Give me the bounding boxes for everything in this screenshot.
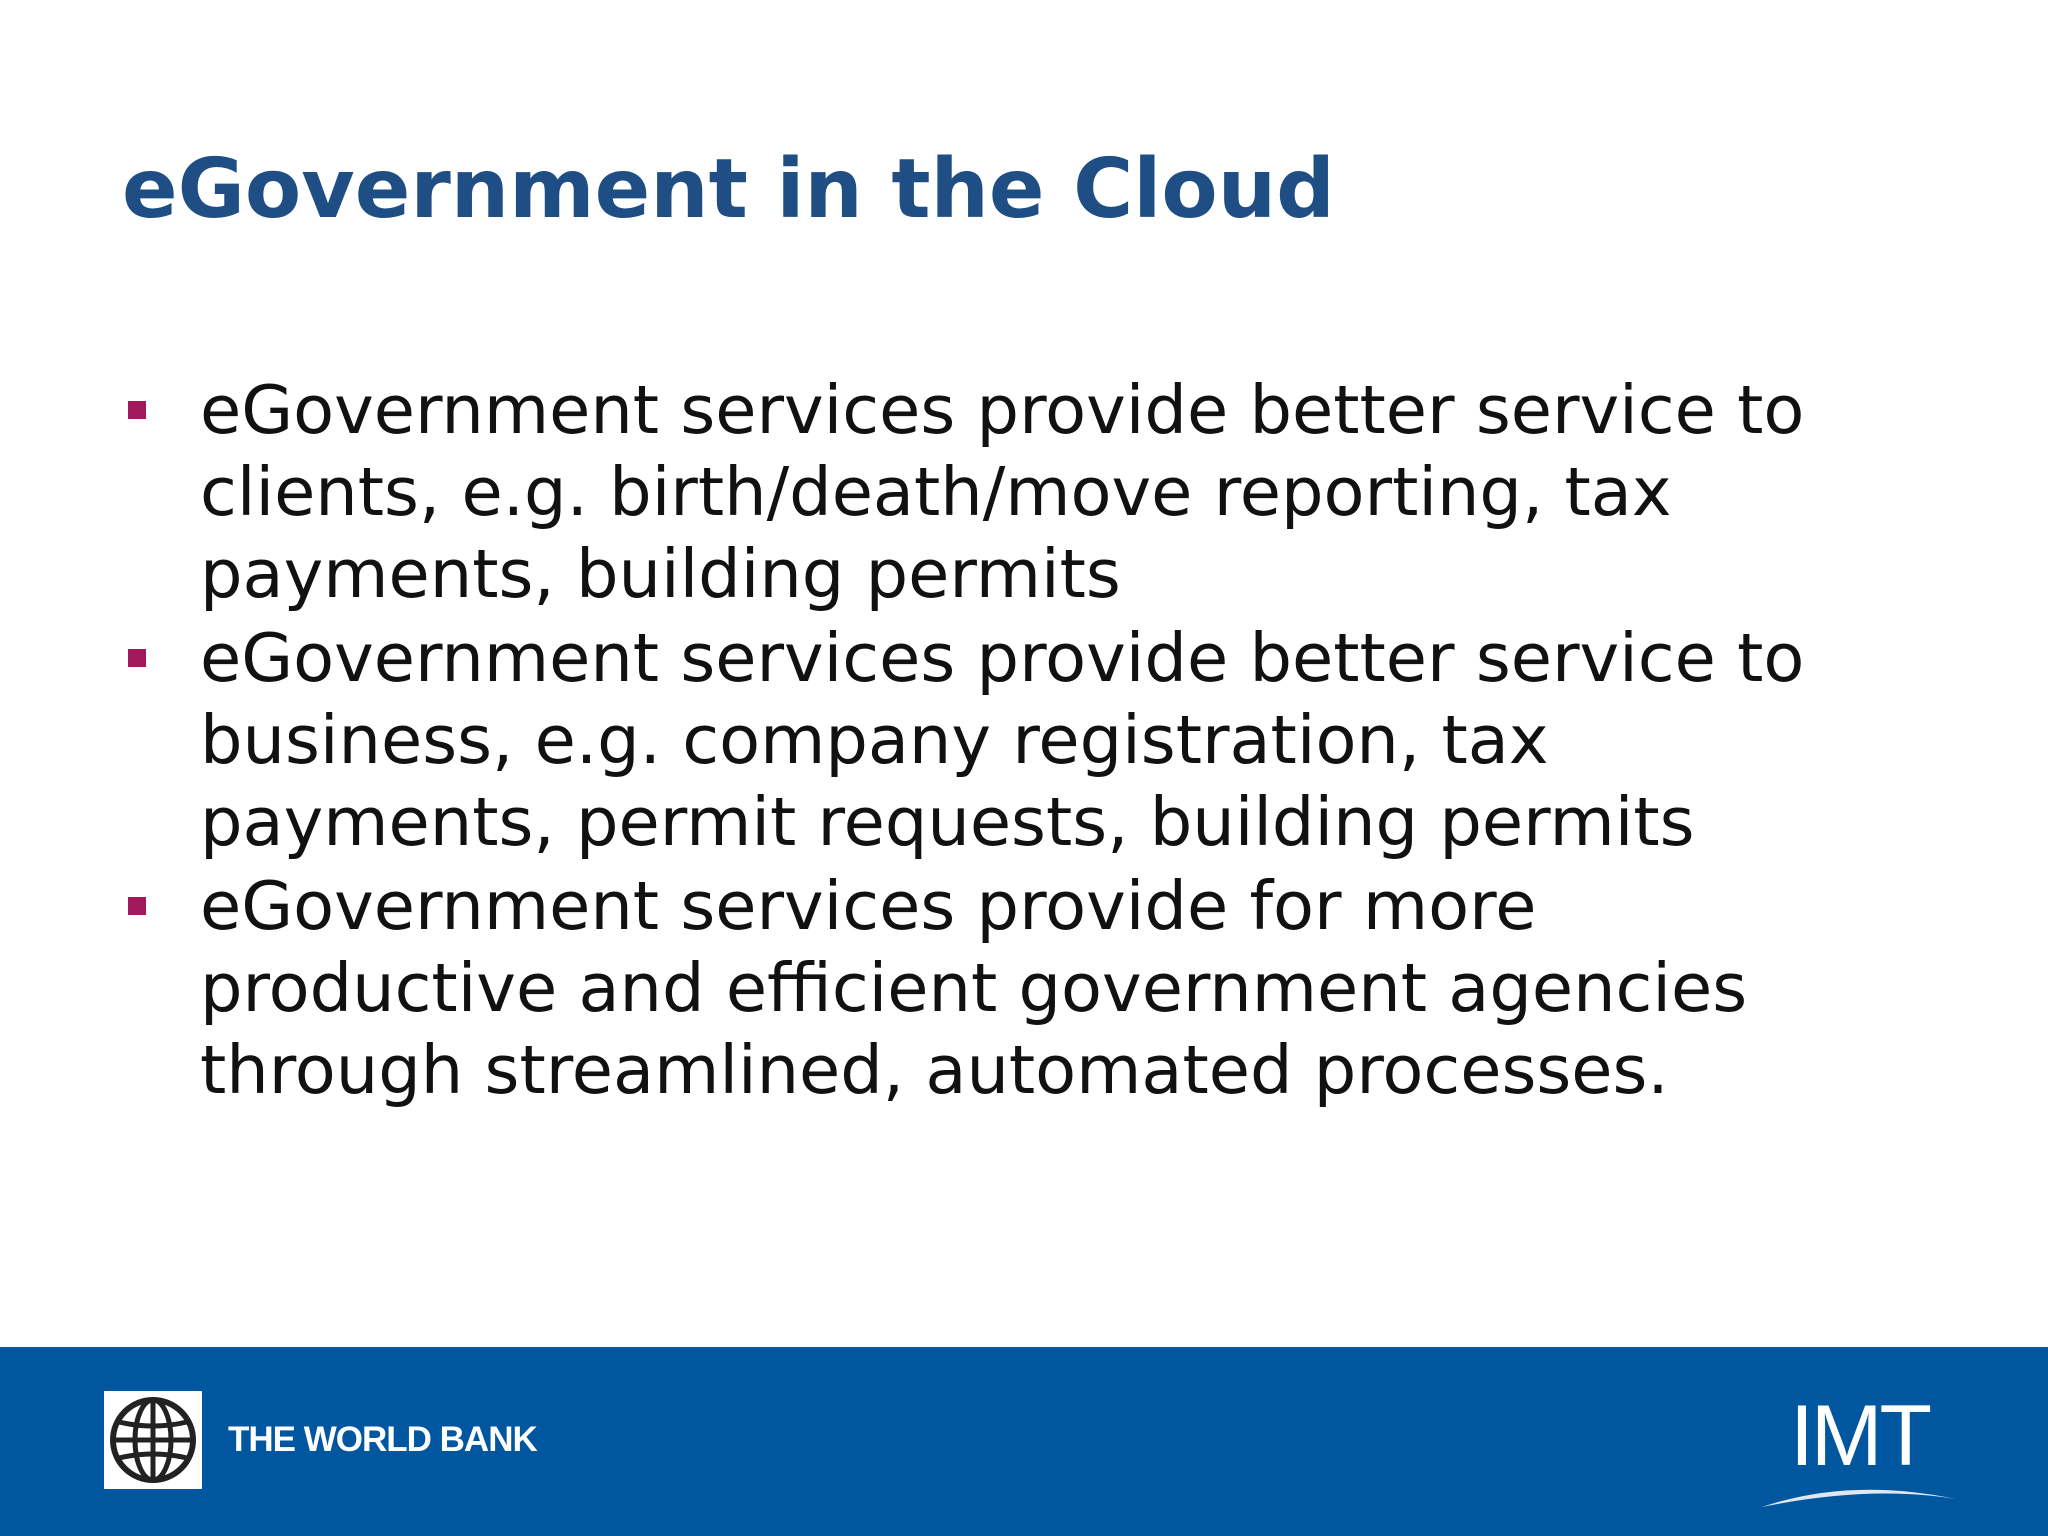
slide-title: eGovernment in the Cloud (122, 142, 1335, 237)
imt-swoosh-icon (1760, 1471, 1980, 1511)
bullet-text: eGovernment services provide better service to clients, e.g. birth/death/move reporting, tax payments, building permits (200, 371, 1805, 613)
bullet-square-icon (128, 401, 146, 419)
imt-logo (1760, 1388, 1980, 1511)
bullet-text: eGovernment services provide better service to business, e.g. company registration, tax payments, permit requests, building permits (200, 619, 1805, 861)
bullet-text: eGovernment services provide for more productive and efficient government agencies through streamlined, automated processes. (200, 867, 1748, 1109)
bullet-square-icon (128, 649, 146, 667)
bullet-item (0, 369, 2048, 615)
bullet-square-icon (128, 897, 146, 915)
bullet-item (0, 865, 2048, 1111)
world-bank-globe-icon (104, 1391, 202, 1489)
bullet-item (0, 617, 2048, 863)
bullet-list (0, 369, 2048, 1113)
imt-logo-text: IMT (1790, 1388, 1930, 1484)
world-bank-name: THE WORLD BANK (228, 1420, 537, 1459)
